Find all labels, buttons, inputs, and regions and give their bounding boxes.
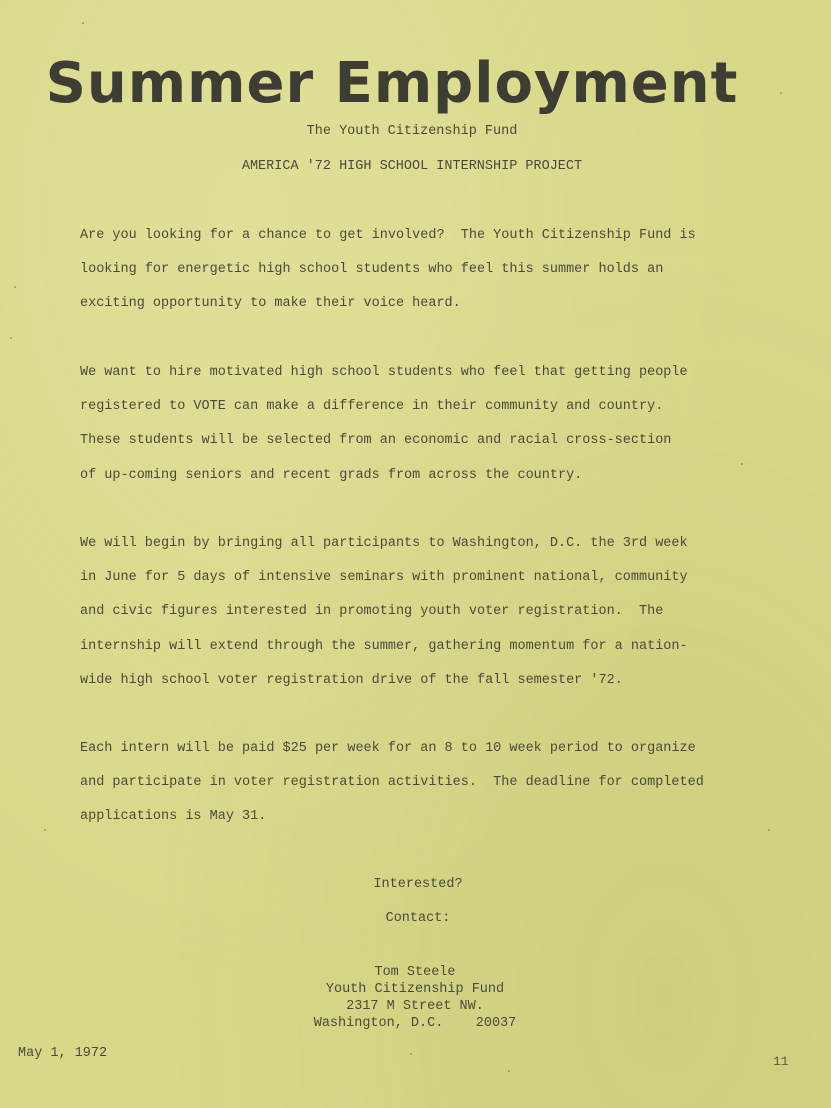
- paper-speck: [410, 1053, 412, 1055]
- paper-speck: [44, 829, 46, 831]
- paragraph-intro: Are you looking for a chance to get involved? The Youth Citizenship Fund is looking for energetic high school students who feel this summer holds an exciting opportunity to make their voice heard.: [80, 228, 696, 312]
- paper-speck: [10, 337, 12, 339]
- paper-speck: [741, 463, 743, 465]
- paragraph-pay: Each intern will be paid $25 per week for an 8 to 10 week period to organize and participate in voter registration activities. The deadline for completed applications is May 31.: [80, 741, 704, 825]
- interested-line: Interested?: [373, 877, 463, 892]
- project-title: AMERICA '72 HIGH SCHOOL INTERNSHIP PROJECT: [241, 159, 583, 174]
- paper-speck: [768, 829, 770, 831]
- paper-speck: [14, 286, 16, 288]
- contact-line: Contact:: [385, 911, 451, 926]
- document-date: May 1, 1972: [18, 1046, 108, 1061]
- contact-address: Tom Steele Youth Citizenship Fund 2317 M Street NW. Washington, D.C. 20037: [313, 965, 517, 1031]
- paragraph-hiring: We want to hire motivated high school students who feel that getting people registered to VOTE can make a difference in their community and country. These students will be selected from an economic and racial cross-section of up-coming seniors and recent grads from across the country.: [80, 365, 688, 483]
- paper-speck: [780, 92, 782, 94]
- headline: Summer Employment: [45, 51, 739, 116]
- organization-name: The Youth Citizenship Fund: [306, 124, 518, 139]
- paragraph-program: We will begin by bringing all participants to Washington, D.C. the 3rd week in June for 5 days of intensive seminars with prominent national, community and civic figures interested in promoting youth voter registration. The internship will extend through the summer, gathering momentum for a nation- wide high school voter registration drive of the fall semester '72.: [80, 536, 688, 688]
- paper-speck: [508, 1070, 510, 1072]
- page-number: 11: [773, 1054, 789, 1069]
- paper-speck: [82, 22, 84, 24]
